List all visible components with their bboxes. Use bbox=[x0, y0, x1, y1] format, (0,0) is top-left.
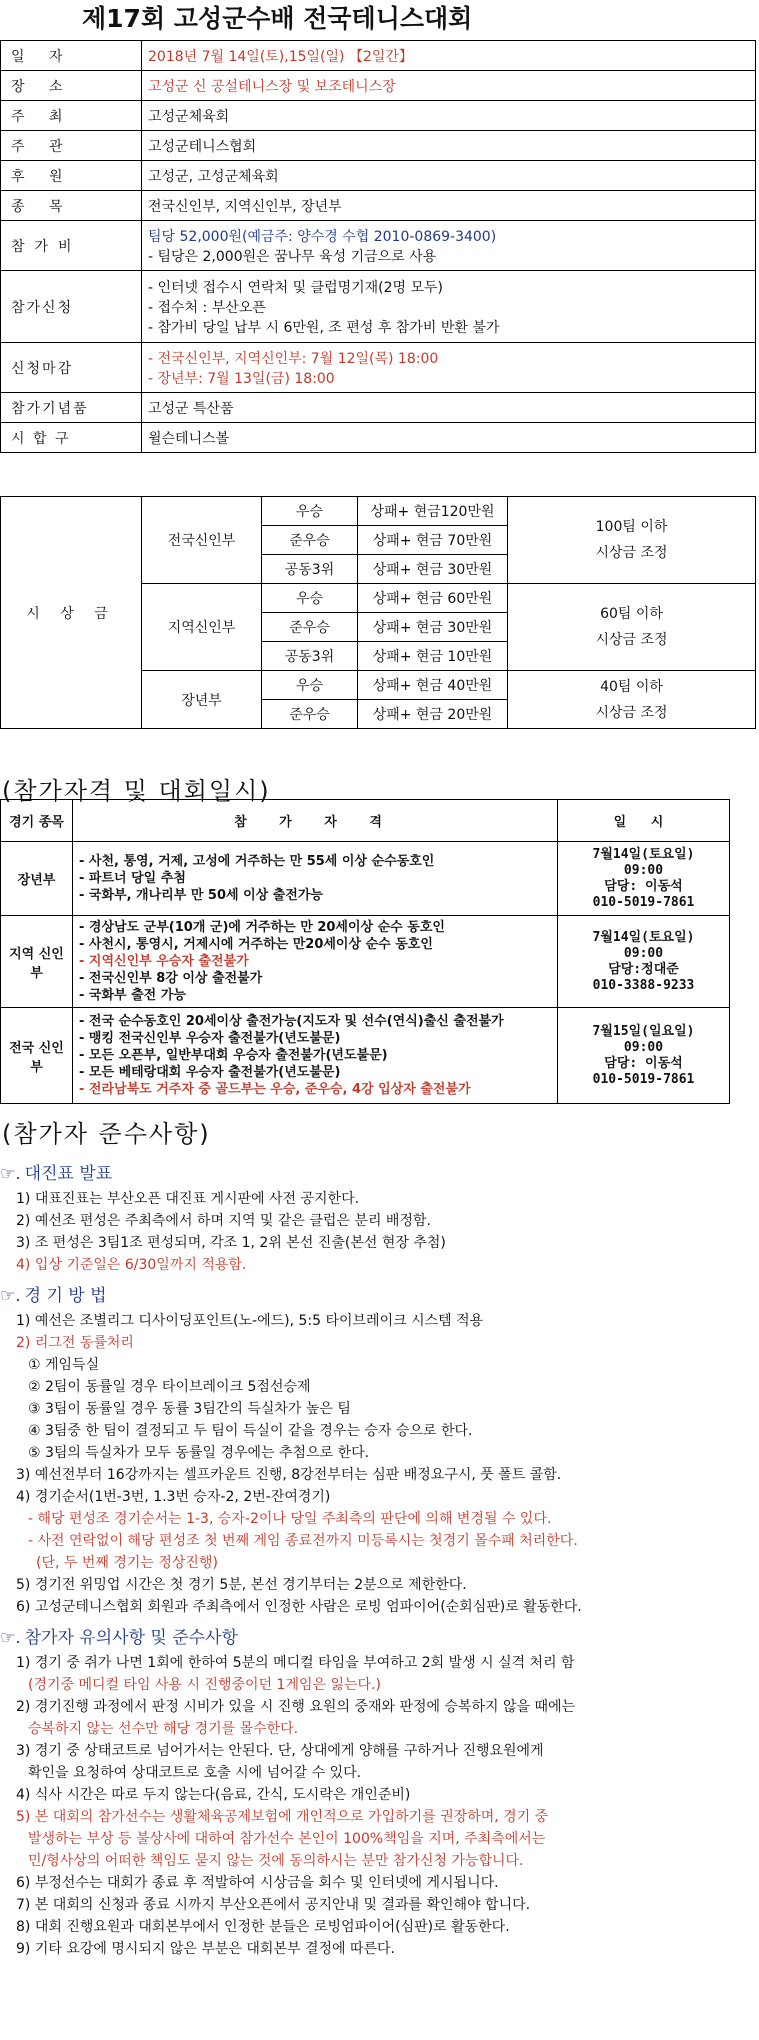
qual-conditions bbox=[73, 842, 558, 916]
qual-condition-line: - 전국 순수동호인 20세이상 출전가능(지도자 및 선수(연식)출신 출전불가 bbox=[79, 1014, 504, 1029]
rule-item: 민/형사상의 어떠한 책임도 묻지 않는 것에 동의하시는 분만 참가신청 가능합니다. bbox=[28, 1853, 524, 1869]
qual-schedule-line: 09:00 bbox=[623, 862, 664, 878]
qual-schedule-line: 7월14일(토요일) bbox=[592, 846, 695, 862]
prize-note-line: 40팀 이하 bbox=[600, 678, 663, 695]
prize-division: 장년부 bbox=[142, 671, 262, 729]
prize-place: 준우승 bbox=[262, 613, 358, 642]
qual-row bbox=[1, 1008, 730, 1104]
info-label: 종 목 bbox=[1, 191, 142, 221]
rule-item: ④ 3팀중 한 팀이 결정되고 두 팀이 득실이 같을 경우는 승자 승으로 한다. bbox=[28, 1423, 473, 1439]
rule-item: (단, 두 번째 경기는 정상진행) bbox=[36, 1555, 218, 1571]
info-value-line: 고성군, 고성군체육회 bbox=[148, 168, 279, 185]
qual-schedule-line: 7월14일(토요일) bbox=[592, 929, 695, 945]
info-value-line: 팀당 52,000원(예금주: 양수경 수협 2010-0869-3400) bbox=[148, 228, 497, 245]
rule-item: ① 게임득실 bbox=[28, 1357, 100, 1373]
info-value-line: - 장년부: 7월 13일(금) 18:00 bbox=[148, 370, 335, 387]
qual-schedule-line: 010-3388-9233 bbox=[592, 977, 695, 993]
info-value-line: - 참가비 당일 납부 시 6만원, 조 편성 후 참가비 반환 불가 bbox=[148, 319, 500, 336]
prize-note-line: 100팀 이하 bbox=[595, 519, 668, 535]
info-value bbox=[142, 221, 756, 271]
prize-note bbox=[508, 584, 756, 671]
rule-item: ② 2팀이 동률일 경우 타이브레이크 5점선승제 bbox=[28, 1379, 311, 1395]
qual-row bbox=[1, 916, 730, 1008]
info-value bbox=[142, 271, 756, 343]
qual-condition-line: - 모든 오픈부, 일반부대회 우승자 출전불가(년도불문) bbox=[79, 1048, 388, 1063]
info-value-line: 전국신인부, 지역신인부, 장년부 bbox=[148, 198, 342, 215]
rule-item: 2) 경기진행 과정에서 판정 시비가 있을 시 진행 요원의 중재와 판정에 승복하지 않을 때에는 bbox=[16, 1699, 576, 1715]
prize-division: 지역신인부 bbox=[142, 584, 262, 671]
rule-item: 8) 대회 진행요원과 대회본부에서 인정한 분들은 로빙엄파이어(심판)로 활동한다. bbox=[16, 1919, 510, 1935]
info-row bbox=[1, 393, 756, 423]
qual-condition-line: - 국화부 출전 가능 bbox=[79, 988, 186, 1003]
qual-condition-line: - 전라남북도 거주자 중 골드부는 우승, 준우승, 4강 입상자 출전불가 bbox=[79, 1082, 471, 1097]
prize-table bbox=[0, 496, 756, 729]
section-title-qualification: (참가자격 및 대회일시) bbox=[2, 777, 271, 805]
prize-amount: 상패+ 현금 60만원 bbox=[358, 584, 508, 613]
qual-schedule-line: 09:00 bbox=[623, 945, 664, 961]
rule-item: 6) 부정선수는 대회가 종료 후 적발하여 시상금을 회수 및 인터넷에 게시됩니다. bbox=[16, 1875, 499, 1891]
info-value-line: 고성군 신 공설테니스장 및 보조테니스장 bbox=[148, 78, 396, 95]
info-value-line: 2018년 7월 14일(토),15일(일) 【2일간】 bbox=[148, 48, 413, 65]
prize-amount: 상패+ 현금 10만원 bbox=[358, 642, 508, 671]
qual-schedule-line: 담당: 이동석 bbox=[604, 1055, 683, 1071]
info-label: 일 자 bbox=[1, 41, 142, 71]
rule-item: 3) 예선전부터 16강까지는 셀프카운트 진행, 8강전부터는 심판 배정요구시, 풋 폴트 콜함. bbox=[16, 1467, 562, 1483]
info-row bbox=[1, 71, 756, 101]
qual-conditions bbox=[73, 916, 558, 1008]
prize-place: 준우승 bbox=[262, 526, 358, 555]
info-value bbox=[142, 161, 756, 191]
info-label: 장 소 bbox=[1, 71, 142, 101]
rule-item: 3) 경기 중 상태코트로 넘어가서는 안된다. 단, 상대에게 양해를 구하거나 진행요원에게 bbox=[16, 1743, 544, 1759]
info-row bbox=[1, 191, 756, 221]
info-value-line: - 인터넷 접수시 연락처 및 클럽명기재(2명 모두) bbox=[148, 279, 444, 296]
qual-schedule bbox=[558, 1008, 730, 1104]
rule-item: 2) 리그전 동률처리 bbox=[16, 1335, 134, 1351]
rule-item: - 사전 연락없이 해당 편성조 첫 번째 게임 종료전까지 미등록시는 첫경기 몰수패 처리한다. bbox=[28, 1533, 578, 1549]
rule-section-title: 경 기 방 법 bbox=[24, 1286, 107, 1306]
info-value bbox=[142, 343, 756, 393]
prize-place: 준우승 bbox=[262, 700, 358, 729]
prize-row bbox=[1, 497, 756, 526]
rule-item: 4) 식사 시간은 따로 두지 않는다(음료, 간식, 도시락은 개인준비) bbox=[16, 1787, 411, 1803]
section-title-compliance: (참가자 준수사항) bbox=[2, 1120, 211, 1148]
prize-note bbox=[508, 497, 756, 584]
qual-schedule-line: 09:00 bbox=[623, 1039, 664, 1055]
qual-condition-line: - 사천시, 통영시, 거제시에 거주하는 만20세이상 순수 동호인 bbox=[79, 937, 433, 952]
prize-note-line: 시상금 조정 bbox=[595, 632, 668, 648]
hand-pointer-icon: ☞. bbox=[0, 1628, 21, 1648]
info-value-line: 고성군테니스협회 bbox=[148, 138, 257, 155]
prize-place: 공동3위 bbox=[262, 555, 358, 584]
info-value bbox=[142, 131, 756, 161]
prize-label: 시 상 금 bbox=[1, 497, 142, 729]
prize-amount: 상패+ 현금 40만원 bbox=[358, 671, 508, 700]
rule-section-heading bbox=[0, 1160, 759, 1188]
prize-amount: 상패+ 현금 70만원 bbox=[358, 526, 508, 555]
qual-condition-line: - 모든 베테랑대회 우승자 출전불가(년도불문) bbox=[79, 1065, 341, 1080]
info-table bbox=[0, 40, 756, 453]
rule-section-heading bbox=[0, 1282, 759, 1310]
prize-place: 공동3위 bbox=[262, 642, 358, 671]
rule-item: 4) 입상 기준일은 6/30일까지 적용함. bbox=[16, 1257, 247, 1273]
info-label: 참가비 bbox=[1, 221, 142, 271]
info-label: 참가신청 bbox=[1, 271, 142, 343]
rule-item: 승복하지 않는 선수만 해당 경기를 몰수한다. bbox=[28, 1721, 299, 1737]
info-value-line: - 접수처 : 부산오픈 bbox=[148, 299, 266, 316]
prize-note bbox=[508, 671, 756, 729]
info-row bbox=[1, 221, 756, 271]
rule-item: 4) 경기순서(1번-3번, 1.3번 승자-2, 2번-잔여경기) bbox=[16, 1489, 331, 1505]
prize-note-line: 시상금 조정 bbox=[595, 704, 668, 721]
qual-header-schedule: 일 시 bbox=[558, 800, 730, 842]
rule-item: 1) 경기 중 쥐가 나면 1회에 한하여 5분의 메디컬 타임을 부여하고 2회 발생 시 실격 처리 함 bbox=[16, 1655, 575, 1671]
info-label: 주 최 bbox=[1, 101, 142, 131]
qual-conditions bbox=[73, 1008, 558, 1104]
info-value bbox=[142, 393, 756, 423]
info-row bbox=[1, 423, 756, 453]
qual-schedule-line: 7월15일(일요일) bbox=[592, 1023, 695, 1039]
info-value bbox=[142, 41, 756, 71]
rule-item: 확인을 요청하여 상대코트로 호출 시에 넘어갈 수 있다. bbox=[28, 1765, 362, 1781]
rule-item: 5) 본 대회의 참가선수는 생활체육공제보험에 개인적으로 가입하기를 권장하며, 경기 중 bbox=[16, 1809, 549, 1825]
prize-note-line: 60팀 이하 bbox=[600, 606, 663, 622]
qual-condition-line: - 경상남도 군부(10개 군)에 거주하는 만 20세이상 순수 동호인 bbox=[79, 920, 445, 935]
info-value-line: 고성군 특산품 bbox=[148, 400, 234, 417]
qual-schedule bbox=[558, 842, 730, 916]
rule-item: 9) 기타 요강에 명시되지 않은 부분은 대회본부 결정에 따른다. bbox=[16, 1941, 395, 1957]
qual-schedule-line: 010-5019-7861 bbox=[592, 1071, 695, 1087]
qual-condition-line: - 맹킹 전국신인부 우승자 출전불가(년도불문) bbox=[79, 1031, 341, 1046]
info-row bbox=[1, 101, 756, 131]
qual-schedule-line: 담당: 이동석 bbox=[604, 878, 683, 894]
info-label: 참가기념품 bbox=[1, 393, 142, 423]
qual-header-condition: 참 가 자 격 bbox=[73, 800, 558, 842]
qual-category: 전국 신인부 bbox=[1, 1008, 73, 1104]
rule-item: 3) 조 편성은 3팀1조 편성되며, 각조 1, 2위 본선 진출(본선 현장 추첨) bbox=[16, 1235, 446, 1251]
rule-item: (경기중 메디컬 타임 사용 시 진행중이던 1게임은 잃는다.) bbox=[28, 1677, 381, 1693]
info-value-line: - 팀당은 2,000원은 꿈나무 육성 기금으로 사용 bbox=[148, 248, 437, 265]
info-row bbox=[1, 131, 756, 161]
info-value-line: 윌슨테니스볼 bbox=[148, 430, 230, 447]
info-value bbox=[142, 191, 756, 221]
info-label: 시 합 구 bbox=[1, 423, 142, 453]
qual-schedule-line: 010-5019-7861 bbox=[592, 894, 695, 910]
rule-section-title: 대진표 발표 bbox=[24, 1164, 113, 1184]
info-value bbox=[142, 71, 756, 101]
rules-section bbox=[0, 1160, 759, 1960]
prize-place: 우승 bbox=[262, 584, 358, 613]
info-value bbox=[142, 101, 756, 131]
qual-condition-line: - 사천, 통영, 거제, 고성에 거주하는 만 55세 이상 순수동호인 bbox=[79, 854, 435, 869]
prize-amount: 상패+ 현금 30만원 bbox=[358, 555, 508, 584]
qual-category: 장년부 bbox=[1, 842, 73, 916]
prize-place: 우승 bbox=[262, 671, 358, 700]
qualification-table bbox=[0, 799, 730, 1104]
page-title: 제17회 고성군수배 전국테니스대회 bbox=[82, 4, 473, 33]
hand-pointer-icon: ☞. bbox=[0, 1286, 21, 1306]
info-value-line: 고성군체육회 bbox=[148, 108, 230, 125]
rule-item: ③ 3팀이 동률일 경우 동률 3팀간의 득실차가 높은 팀 bbox=[28, 1401, 351, 1417]
qual-condition-line: - 파트너 당일 추첨 bbox=[79, 871, 186, 886]
qual-category: 지역 신인부 bbox=[1, 916, 73, 1008]
rule-item: - 해당 편성조 경기순서는 1-3, 승자-2이나 당일 주최측의 판단에 의해 변경될 수 있다. bbox=[28, 1511, 552, 1527]
prize-division: 전국신인부 bbox=[142, 497, 262, 584]
qual-schedule-line: 담당:정대준 bbox=[608, 961, 679, 977]
rule-item: 2) 예선조 편성은 주최측에서 하며 지역 및 같은 클럽은 분리 배정함. bbox=[16, 1213, 431, 1229]
qual-condition-line: - 지역신인부 우승자 출전불가 bbox=[79, 954, 249, 969]
hand-pointer-icon: ☞. bbox=[0, 1164, 21, 1184]
rule-item: 6) 고성군테니스협회 회원과 주최측에서 인정한 사람은 로빙 엄파이어(순회심판)로 활동한다. bbox=[16, 1599, 582, 1615]
rule-item: 5) 경기전 위밍업 시간은 첫 경기 5분, 본선 경기부터는 2분으로 제한한다. bbox=[16, 1577, 467, 1593]
prize-note-line: 시상금 조정 bbox=[595, 545, 668, 561]
rule-section-title: 참가자 유의사항 및 준수사항 bbox=[24, 1628, 238, 1648]
info-value-line: - 전국신인부, 지역신인부: 7월 12일(목) 18:00 bbox=[148, 350, 439, 367]
info-row bbox=[1, 343, 756, 393]
prize-place: 우승 bbox=[262, 497, 358, 526]
rule-section-heading bbox=[0, 1624, 759, 1652]
rule-item: 7) 본 대회의 신청과 종료 시까지 부산오픈에서 공지안내 및 결과를 확인해야 합니다. bbox=[16, 1897, 531, 1913]
rule-item: 발생하는 부상 등 불상사에 대하여 참가선수 본인이 100%책임을 지며, 주최측에서는 bbox=[28, 1831, 546, 1847]
qual-condition-line: - 전국신인부 8강 이상 출전불가 bbox=[79, 971, 263, 986]
info-label: 후 원 bbox=[1, 161, 142, 191]
prize-amount: 상패+ 현금 20만원 bbox=[358, 700, 508, 729]
rule-item: 1) 대표진표는 부산오픈 대진표 게시판에 사전 공지한다. bbox=[16, 1191, 360, 1207]
info-label: 주 관 bbox=[1, 131, 142, 161]
rule-item: 1) 예선은 조별리그 디사이딩포인트(노-에드), 5:5 타이브레이크 시스템 적용 bbox=[16, 1313, 484, 1329]
info-row bbox=[1, 271, 756, 343]
info-value bbox=[142, 423, 756, 453]
prize-amount: 상패+ 현금120만원 bbox=[358, 497, 508, 526]
info-row bbox=[1, 161, 756, 191]
info-label: 신청마감 bbox=[1, 343, 142, 393]
qual-condition-line: - 국화부, 개나리부 만 50세 이상 출전가능 bbox=[79, 888, 323, 903]
qual-row bbox=[1, 842, 730, 916]
qual-header-category: 경기 종목 bbox=[1, 800, 73, 842]
rule-item: ⑤ 3팀의 득실차가 모두 동률일 경우에는 추첨으로 한다. bbox=[28, 1445, 370, 1461]
prize-amount: 상패+ 현금 30만원 bbox=[358, 613, 508, 642]
qual-schedule bbox=[558, 916, 730, 1008]
info-row bbox=[1, 41, 756, 71]
